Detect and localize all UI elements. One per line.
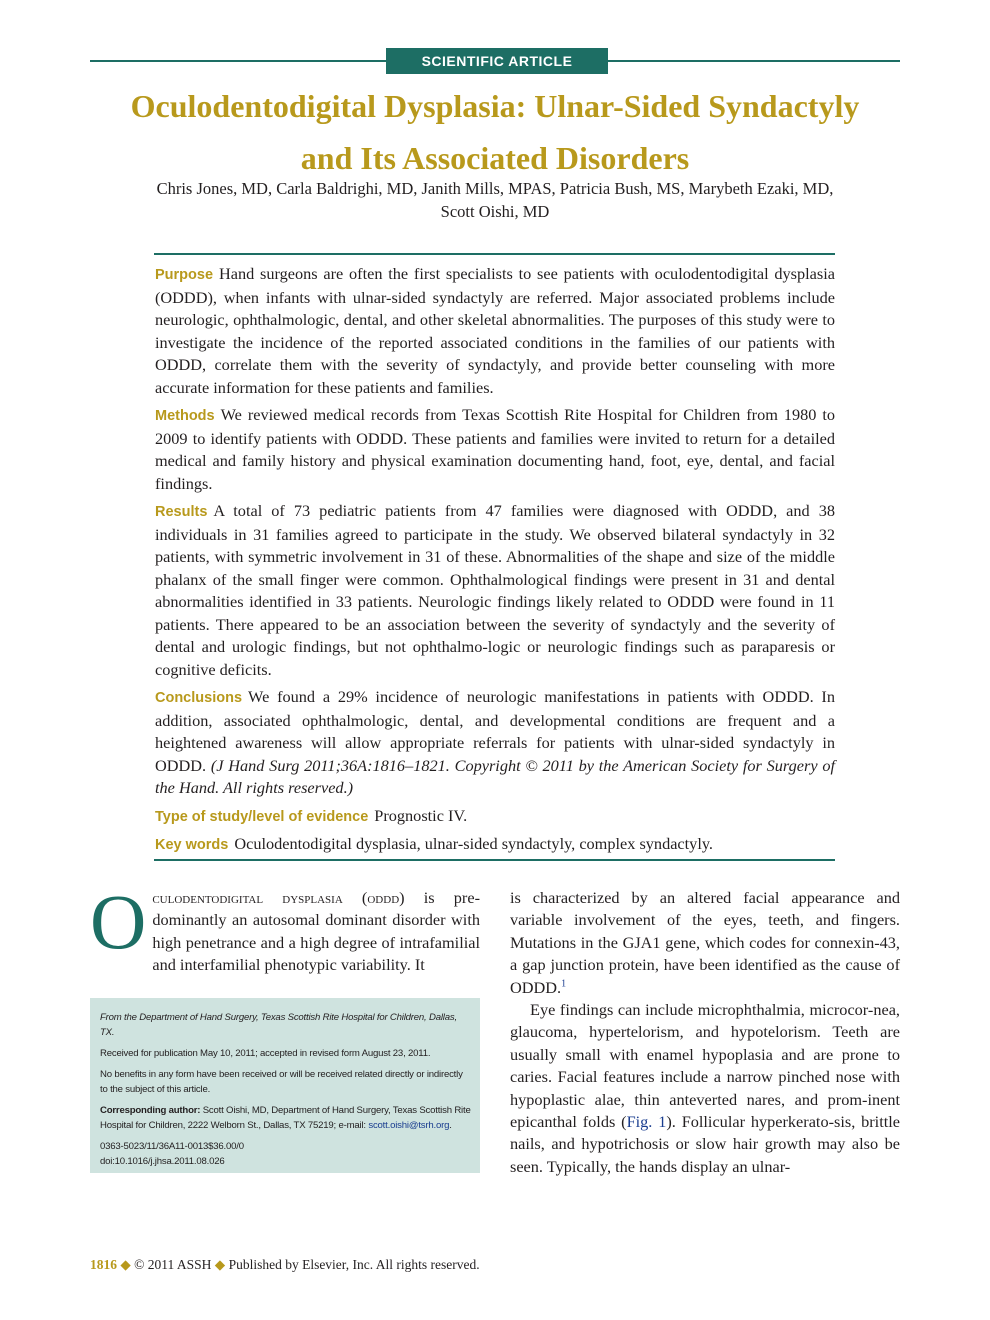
footer-separator-1: ◆ [120,1257,131,1272]
intro-text: is pre-dominantly an autosomal dominant disorder with high penetrance and a high degree of intrafamilial and interfamilial phenotypic variability. It [152,888,480,975]
footnote-content [100,1010,472,1175]
abstract-results [155,500,835,681]
methods-label: Methods [155,408,215,424]
drop-cap: O [90,878,147,965]
title-line-2: and Its Associated Disorders [300,140,690,176]
footnote-correspondence [100,1103,472,1133]
footer-separator-2: ◆ [214,1257,226,1272]
right-paragraph-2 [510,999,900,1178]
conclusions-text: We found a 29% incidence of neurologic manifestations in patients with ODDD. In addition, associated ophthalmologic, dental, and developmental conditions are frequent and a heightened awareness will allow appropriate referrals for patients with ulnar-sided syndactyly in ODDD. [155,687,835,775]
footnote-ids [100,1139,472,1169]
keywords-label: Key words [155,837,229,853]
authors-line-2: Scott Oishi, MD [440,202,550,221]
abstract-keywords [155,833,835,857]
abstract-type [155,805,835,829]
footnote-affiliation: From the Department of Hand Surgery, Texas Scottish Rite Hospital for Children, Dallas, TX. [100,1012,457,1038]
right-column [510,887,900,1178]
page-footer [90,1257,480,1273]
purpose-text: Hand surgeons are often the first specialists to see patients with oculodentodigital dysplasia (ODDD), when infants with ulnar-sided syndactyly are referred. Major associated problems include neurologic, ophthalmologic, dental, and other skeletal abnormalities. The purposes of this study were to investigate the incidence of the reported associated conditions in the families of our patients with ODDD, correlate them with the severity of syndactyly, and provide better counseling with more accurate information for these patients and families. [155,264,835,397]
right-paragraph-1 [510,887,900,999]
keywords-text: Oculodentodigital dysplasia, ulnar-sided syndactyly, complex syndactyly. [234,834,714,853]
abstract [155,263,835,862]
authors-line-1: Chris Jones, MD, Carla Baldrighi, MD, Janith Mills, MPAS, Patricia Bush, MS, Marybeth Ezaki, MD, [156,179,834,198]
issn-text: 0363-5023/11/36A11-0013$36.00/0 [100,1141,244,1152]
left-column [90,878,480,977]
reference-1-link[interactable]: 1 [561,978,567,990]
type-label: Type of study/level of evidence [155,808,369,825]
article-type-tag: SCIENTIFIC ARTICLE [386,48,608,74]
abstract-top-rule [154,253,835,255]
article-title [90,80,900,184]
corr-label: Corresponding author: [100,1105,201,1116]
footnote-benefits: No benefits in any form have been received or will be received related directly or indirectly to the subject of this article. [100,1069,463,1095]
purpose-label: Purpose [155,267,214,283]
methods-text: We reviewed medical records from Texas Scottish Rite Hospital for Children from 1980 to 2009 to identify patients with ODDD. These patients and families were invited to return for a detailed medical and family history and physical examination documenting hand, foot, eye, dental, and facial findings. [155,405,835,493]
abstract-purpose [155,263,835,399]
results-text: A total of 73 pediatric patients from 47 families were diagnosed with ODDD, and 38 individuals in 31 families agreed to participate in the study. We observed bilateral syndactyly in 32 patients, with symmetric involvement in 31 of these. Abnormalities of the shape and size of the middle phalanx of the small finger were common. Ophthalmological findings were present in 31 and dental abnormalities identified in 33 patients. Neurologic findings likely related to ODDD were found in 11 patients. There appeared to be an association between the severity of syndactyly and the severity of dental and urologic findings, but not ophthalmo-logic or neurologic findings such as paraparesis or cognitive deficits. [155,501,835,679]
abstract-bottom-rule [154,859,835,861]
right-para2-text-a: Eye findings can include microphthalmia, microcor-nea, glaucoma, hypertelorism, and hypotelorism. Teeth are usually small with enamel hypoplasia and are prone to caries. Facial features include a narrow pinched nose with hypoplastic alae, thin anteverted nares, and prom-inent epicanthal folds ( [510,1000,900,1132]
footnote-received: Received for publication May 10, 2011; accepted in revised form August 23, 2011. [100,1048,431,1059]
footer-publisher: Published by Elsevier, Inc. All rights reserved. [228,1257,480,1272]
corr-text: Scott Oishi, MD, Department of Hand Surgery, Texas Scottish Rite Hospital for Children, 2222 Welborn St., Dallas, TX 75219; e-mail: [100,1105,471,1131]
figure-1-link[interactable]: Fig. 1 [626,1112,667,1132]
page-number: 1816 [90,1257,117,1272]
right-para2-text-b: ). Follicular hyperkerato-sis, brittle nails, and hypotrichosis or slow hair growth may also be seen. Typically, the hands display an ulnar- [510,1112,900,1176]
doi-text: doi:10.1016/j.jhsa.2011.08.026 [100,1156,225,1167]
corr-email-link[interactable]: scott.oishi@tsrh.org [368,1120,450,1131]
author-list [110,177,880,223]
right-para1-text: is characterized by an altered facial appearance and variable involvement of the eyes, teeth, and fingers. Mutations in the GJA1 gene, which codes for connexin-43, a gap junction protein, have been identified as the cause of ODDD. [510,888,900,997]
abstract-conclusions [155,686,835,800]
conclusions-label: Conclusions [155,690,243,706]
intro-paragraph [90,878,480,977]
footer-copyright: © 2011 ASSH [134,1257,212,1272]
corr-end: . [449,1120,452,1131]
title-line-1: Oculodentodigital Dysplasia: Ulnar-Sided Syndactyly [130,88,860,124]
abstract-methods [155,404,835,495]
type-text: Prognostic IV. [374,805,468,825]
lead-smallcaps: culodentodigital dysplasia (oddd) [152,888,405,907]
results-label: Results [155,504,208,520]
citation-text: (J Hand Surg 2011;36A:1816–1821. Copyright © 2011 by the American Society for Surgery of the Hand. All rights reserved.) [155,755,835,797]
